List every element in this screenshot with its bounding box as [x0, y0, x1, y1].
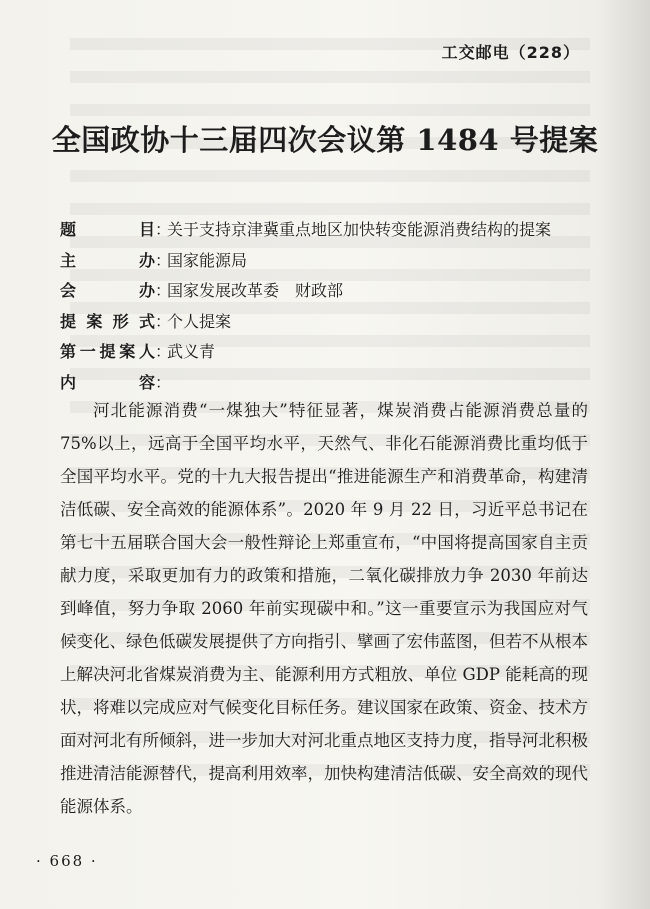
label-char: 目 — [138, 220, 155, 239]
field-label — [60, 276, 155, 307]
field-value: 国家发展改革委 财政部 — [167, 281, 344, 301]
label-char: 案 — [86, 311, 103, 331]
label-char: 提 — [60, 311, 77, 331]
label-char: 内 — [60, 372, 77, 392]
field-colon: ： — [155, 250, 172, 270]
field-colon: ： — [155, 311, 172, 331]
label-char: 办 — [138, 250, 155, 270]
label-char: 人 — [138, 342, 155, 362]
field-co-host — [60, 276, 600, 307]
proposal-body — [60, 394, 588, 823]
field-value: 武义青 — [167, 342, 216, 362]
field-topic — [60, 215, 600, 246]
label-char: 一 — [79, 342, 96, 362]
label-char: 主 — [60, 250, 77, 270]
field-label — [60, 337, 155, 368]
label-char: 案 — [119, 342, 136, 362]
field-colon: ： — [155, 220, 172, 239]
field-value: 个人提案 — [167, 311, 232, 331]
field-colon: ： — [155, 281, 172, 301]
page-title: 全国政协十三届四次会议第 1484 号提案 — [51, 123, 599, 157]
field-form — [60, 307, 600, 338]
field-label — [60, 246, 155, 277]
field-label — [60, 215, 155, 246]
label-char: 会 — [60, 281, 77, 301]
label-char: 第 — [60, 342, 77, 362]
label-char: 形 — [112, 311, 129, 331]
running-head: 工交邮电（228） — [441, 43, 580, 62]
label-char: 容 — [138, 372, 155, 392]
label-char: 办 — [138, 281, 155, 301]
label-char: 式 — [138, 311, 155, 331]
field-colon: ： — [155, 372, 172, 392]
field-colon: ： — [155, 342, 172, 362]
field-value: 国家能源局 — [167, 250, 248, 270]
field-proposer — [60, 337, 600, 368]
page-number: · 668 · — [36, 852, 98, 870]
proposal-metadata — [60, 215, 600, 399]
field-host — [60, 246, 600, 277]
label-char: 提 — [99, 342, 116, 362]
body-paragraph: 河北能源消费“一煤独大”特征显著，煤炭消费占能源消费总量的75%以上，远高于全国平均水平，天然气、非化石能源消费比重均低于全国平均水平。党的十九大报告提出“推进能源生产和消费革命，构建清洁低碳、安全高效的能源体系”。2020 年 9 月 22 日，习近平总书记在第七十五届联合国大会一般性辩论上郑重宣布，“中国将提高国家自主贡献力度，采取更加有力的政策和措施，二氧化碳排放力争 2030 年前达到峰值，努力争取 2060 年前实现碳中和。”这一重要宣示为我国应对气候变化、绿色低碳发展提供了方向指引、擘画了宏伟蓝图，但若不从根本上解决河北省煤炭消费为主、能源利用方式粗放、单位 GDP 能耗高的现状，将难以完成应对气候变化目标任务。建议国家在政策、资金、技术方面对河北有所倾斜，进一步加大对河北重点地区支持力度，指导河北积极推进清洁能源替代，提高利用效率，加快构建清洁低碳、安全高效的现代能源体系。 — [60, 401, 588, 816]
label-char: 题 — [60, 220, 77, 239]
field-value: 关于支持京津冀重点地区加快转变能源消费结构的提案 — [167, 220, 552, 239]
field-label — [60, 307, 155, 338]
